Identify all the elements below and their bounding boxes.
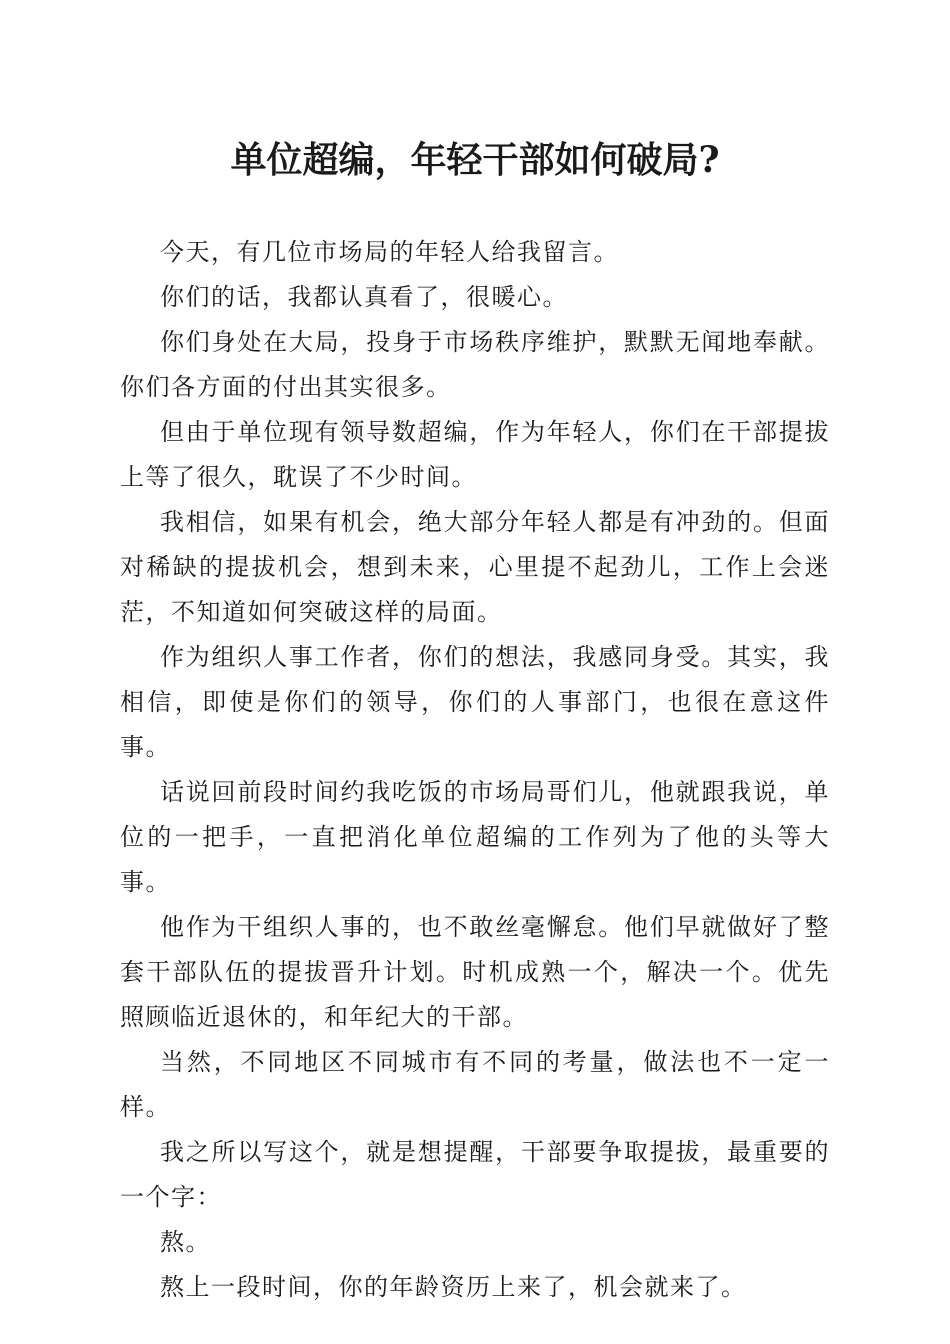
paragraph: 今天，有几位市场局的年轻人给我留言。: [160, 238, 619, 266]
paragraph: 作为组织人事工作者，你们的想法，我感同身受。其实，我相信，即使是你们的领导，你们的人事部门，也很在意这件事。: [120, 643, 830, 761]
paragraph: 熬上一段时间，你的年龄资历上来了，机会就来了。: [160, 1273, 747, 1301]
paragraph: 他作为干组织人事的，也不敢丝毫懈怠。他们早就做好了整套干部队伍的提拔晋升计划。时机成熟一个，解决一个。优先照顾临近退休的，和年纪大的干部。: [120, 913, 830, 1031]
paragraph: 话说回前段时间约我吃饭的市场局哥们儿，他就跟我说，单位的一把手，一直把消化单位超编的工作列为了他的头等大事。: [120, 778, 830, 896]
paragraph: 我相信，如果有机会，绝大部分年轻人都是有冲劲的。但面对稀缺的提拔机会，想到未来，心里提不起劲儿，工作上会迷茫，不知道如何突破这样的局面。: [120, 508, 830, 626]
document-title: 单位超编，年轻干部如何破局?: [230, 139, 720, 181]
paragraph: 你们的话，我都认真看了，很暖心。: [160, 283, 568, 311]
paragraph: 但由于单位现有领导数超编，作为年轻人，你们在干部提拔上等了很久，耽误了不少时间。: [120, 418, 830, 491]
paragraph: 我之所以写这个，就是想提醒，干部要争取提拔，最重要的一个字：: [120, 1138, 830, 1211]
document-body: [120, 230, 830, 1310]
paragraph: 熬。: [160, 1228, 211, 1256]
paragraph: 当然，不同地区不同城市有不同的考量，做法也不一定一样。: [120, 1048, 830, 1121]
paragraph: 你们身处在大局，投身于市场秩序维护，默默无闻地奉献。你们各方面的付出其实很多。: [120, 328, 830, 401]
